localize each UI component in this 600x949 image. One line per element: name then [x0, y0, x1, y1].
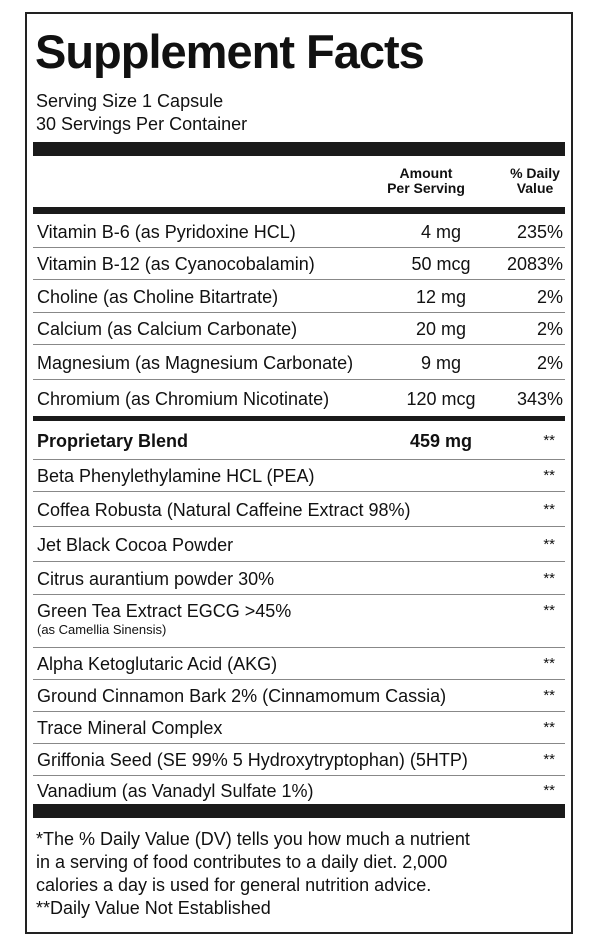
supplement-facts-panel	[25, 12, 573, 934]
nutrient-name: Vitamin B-6 (as Pyridoxine HCL)	[37, 221, 296, 242]
ingredient-row	[33, 647, 565, 680]
ingredient-name: Vanadium (as Vanadyl Sulfate 1%)	[37, 780, 314, 801]
ingredient-name: Jet Black Cocoa Powder	[37, 534, 234, 555]
ingredient-row	[33, 743, 565, 776]
nutrient-dv: 343%	[516, 388, 563, 409]
thick-divider-bottom	[33, 804, 565, 818]
vitamin-row	[33, 312, 565, 345]
footnote-line-2: in a serving of food contributes to a daily diet. 2,000	[36, 852, 448, 872]
amount-header-line1: Amount	[399, 165, 453, 181]
footnote-line-1: *The % Daily Value (DV) tells you how much a nutrient	[36, 829, 470, 849]
ingredient-row	[33, 775, 565, 804]
blend-dv: **	[543, 432, 555, 449]
ingredient-name: Trace Mineral Complex	[37, 718, 223, 738]
nutrient-amount: 20 mg	[415, 319, 467, 339]
panel-title: Supplement Facts	[35, 25, 424, 78]
nutrient-dv: 2%	[536, 286, 563, 307]
nutrient-dv: 2083%	[506, 254, 563, 274]
servings-per-container: 30 Servings Per Container	[36, 114, 248, 134]
ingredient-dv: **	[543, 602, 555, 619]
footnote-line-4: **Daily Value Not Established	[36, 898, 271, 918]
ingredient-dv: **	[543, 781, 555, 799]
vitamin-row	[33, 214, 565, 248]
vitamin-row	[33, 344, 565, 380]
blend-amount: 459 mg	[409, 431, 473, 451]
dv-header-line2: Value	[516, 180, 554, 196]
ingredient-row	[33, 594, 565, 648]
ingredient-dv: **	[543, 655, 555, 672]
nutrient-name: Choline (as Choline Bitartrate)	[37, 286, 279, 307]
ingredient-name: Citrus aurantium powder 30%	[37, 568, 275, 589]
ingredient-row	[33, 491, 565, 527]
ingredient-row	[33, 561, 565, 595]
ingredient-dv: **	[543, 467, 555, 484]
ingredient-name: Alpha Ketoglutaric Acid (AKG)	[37, 654, 278, 674]
serving-size: Serving Size 1 Capsule	[36, 91, 224, 111]
nutrient-amount: 4 mg	[420, 221, 462, 242]
amount-header-line2: Per Serving	[387, 180, 465, 196]
ingredient-dv: **	[543, 535, 555, 553]
footnote	[36, 828, 565, 920]
ingredient-row	[33, 459, 565, 492]
ingredient-subtext: (as Camellia Sinensis)	[37, 622, 167, 637]
nutrient-dv: 2%	[536, 352, 563, 373]
footnote-line-3: calories a day is used for general nutrition advice.	[36, 875, 432, 895]
proprietary-blend-row	[33, 421, 565, 460]
dv-header-line1: % Daily	[510, 165, 560, 181]
ingredient-name: Green Tea Extract EGCG >45%	[37, 601, 292, 621]
nutrient-name: Chromium (as Chromium Nicotinate)	[37, 388, 330, 409]
ingredient-name: Griffonia Seed (SE 99% 5 Hydroxytryptophan) (5HTP)	[37, 750, 468, 770]
ingredient-row	[33, 679, 565, 712]
ingredient-dv: **	[543, 569, 555, 587]
ingredient-dv: **	[543, 687, 555, 704]
amount-header	[371, 166, 481, 196]
nutrient-name: Magnesium (as Magnesium Carbonate)	[37, 352, 354, 373]
vitamin-row	[33, 279, 565, 313]
ingredient-row	[33, 526, 565, 562]
nutrient-amount: 12 mg	[415, 286, 467, 307]
vitamin-row	[33, 247, 565, 280]
ingredient-name: Coffea Robusta (Natural Caffeine Extract 98%)	[37, 499, 411, 520]
nutrient-name: Calcium (as Calcium Carbonate)	[37, 319, 298, 339]
ingredient-dv: **	[543, 751, 555, 768]
ingredient-dv: **	[543, 500, 555, 518]
vitamin-row	[33, 379, 565, 416]
thick-divider-top	[33, 142, 565, 156]
ingredient-row	[33, 711, 565, 744]
ingredient-name: Ground Cinnamon Bark 2% (Cinnamomum Cassia)	[37, 686, 447, 706]
nutrient-amount: 50 mcg	[411, 254, 471, 274]
blend-name: Proprietary Blend	[37, 431, 189, 451]
nutrient-dv: 235%	[516, 221, 563, 242]
nutrient-dv: 2%	[536, 319, 563, 339]
dv-header	[497, 166, 573, 196]
nutrient-name: Vitamin B-12 (as Cyanocobalamin)	[37, 254, 315, 274]
medium-divider	[33, 207, 565, 214]
ingredient-name: Beta Phenylethylamine HCL (PEA)	[37, 466, 315, 486]
ingredient-dv: **	[543, 719, 555, 736]
nutrient-amount: 9 mg	[420, 352, 462, 373]
nutrient-amount: 120 mcg	[406, 388, 476, 409]
